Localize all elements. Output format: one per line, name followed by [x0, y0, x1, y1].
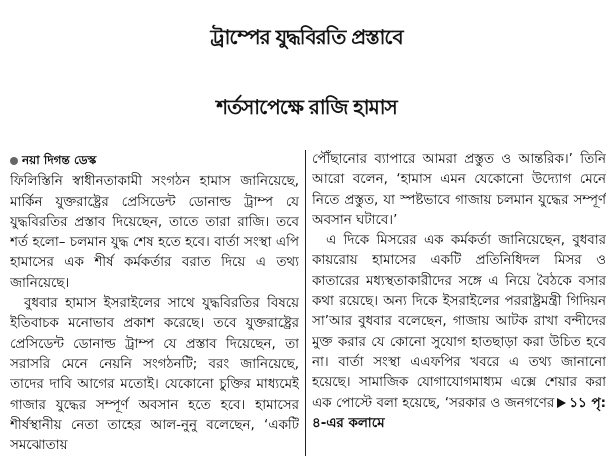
bullet-icon	[10, 157, 18, 165]
article-text: এ দিকে মিসরের এক কর্মকর্তা জানিয়েছেন, বুধবার কায়রোয় হামাসের একটি প্রতিনিধিদল মিসর ও কাতারের মধ্যস্থতাকারীদের সঙ্গে এ নিয়ে বৈঠকে বসার কথা রয়েছে। অন্য দিকে ইসরাইলের পররাষ্ট্রমন্ত্রী গিদিয়ন সা’আর বুধবার বলেছেন, গাজায় আটক রাখা বন্দীদের মুক্ত করার যে কোনো সুযোগ হাতছাড়া করা উচিত হবে না। বার্তা সংস্থা এএফপির খবরে এ তথ্য জানানো হয়েছে। সামাজিক যোগাযোগমাধ্যম এক্সে শেয়ার করা এক পোস্টে বলা হয়েছে, ‘সরকার ও জনগণের	[312, 233, 606, 411]
right-column	[312, 150, 606, 456]
continuation-arrow-icon	[557, 398, 566, 408]
article-paragraph	[312, 231, 606, 434]
headline-line-1: ট্রাম্পের যুদ্ধবিরতি প্রস্তাবে	[210, 25, 403, 49]
article-paragraph: ফিলিস্তিনি স্বাধীনতাকামী সংগঠন হামাস জানিয়েছে, মার্কিন যুক্তরাষ্ট্রের প্রেসিডেন্ট ডোনাল্ড ট্রাম্প যে যুদ্ধবিরতির প্রস্তাব দিয়েছেন, তাতে তারা রাজি। তবে শর্ত হলো– চলমান যুদ্ধ শেষ হতে হবে। বার্তা সংস্থা এপি হামাসের এক শীর্ষ কর্মকর্তার বরাত দিয়ে এ তথ্য জানিয়েছে।	[10, 174, 299, 291]
column-divider	[305, 150, 306, 456]
byline-text: নয়া দিগন্ত ডেস্ক	[22, 153, 97, 167]
continuation-note: ১১ পৃ: ৪-এর কলামে	[312, 395, 606, 431]
byline	[10, 150, 299, 170]
article-paragraph: পৌঁছানোর ব্যাপারে আমরা প্রস্তুত ও আন্তরিক।’ তিনি আরো বলেন, ‘হামাস এমন যেকোনো উদ্যোগ মেনে নিতে প্রস্তুত, যা স্পষ্টভাবে গাজায় চলমান যুদ্ধের সম্পূর্ণ অবসান ঘটাবে।’	[312, 152, 606, 228]
headline-line-2: শর্তসাপেক্ষে রাজি হামাস	[216, 95, 397, 119]
article-paragraph: বুধবার হামাস ইসরাইলের সাথে যুদ্ধবিরতির বিষয়ে ইতিবাচক মনোভাব প্রকাশ করেছে। তবে যুক্তরাষ্ট্রের প্রেসিডেন্ট ডোনাল্ড ট্রাম্প যে প্রস্তাব দিয়েছেন, তা সরাসরি মেনে নেয়নি সংগঠনটি; বরং জানিয়েছে, তাদের দাবি আগের মতোই। যেকোনো চুক্তির মাধ্যমেই গাজার যুদ্ধের সম্পূর্ণ অবসান হতে হবে। হামাসের শীর্ষস্থানীয় নেতা তাহের আল-নুনু বলেছেন, ‘একটি সমঝোতায়	[10, 296, 299, 454]
left-column	[10, 150, 299, 456]
